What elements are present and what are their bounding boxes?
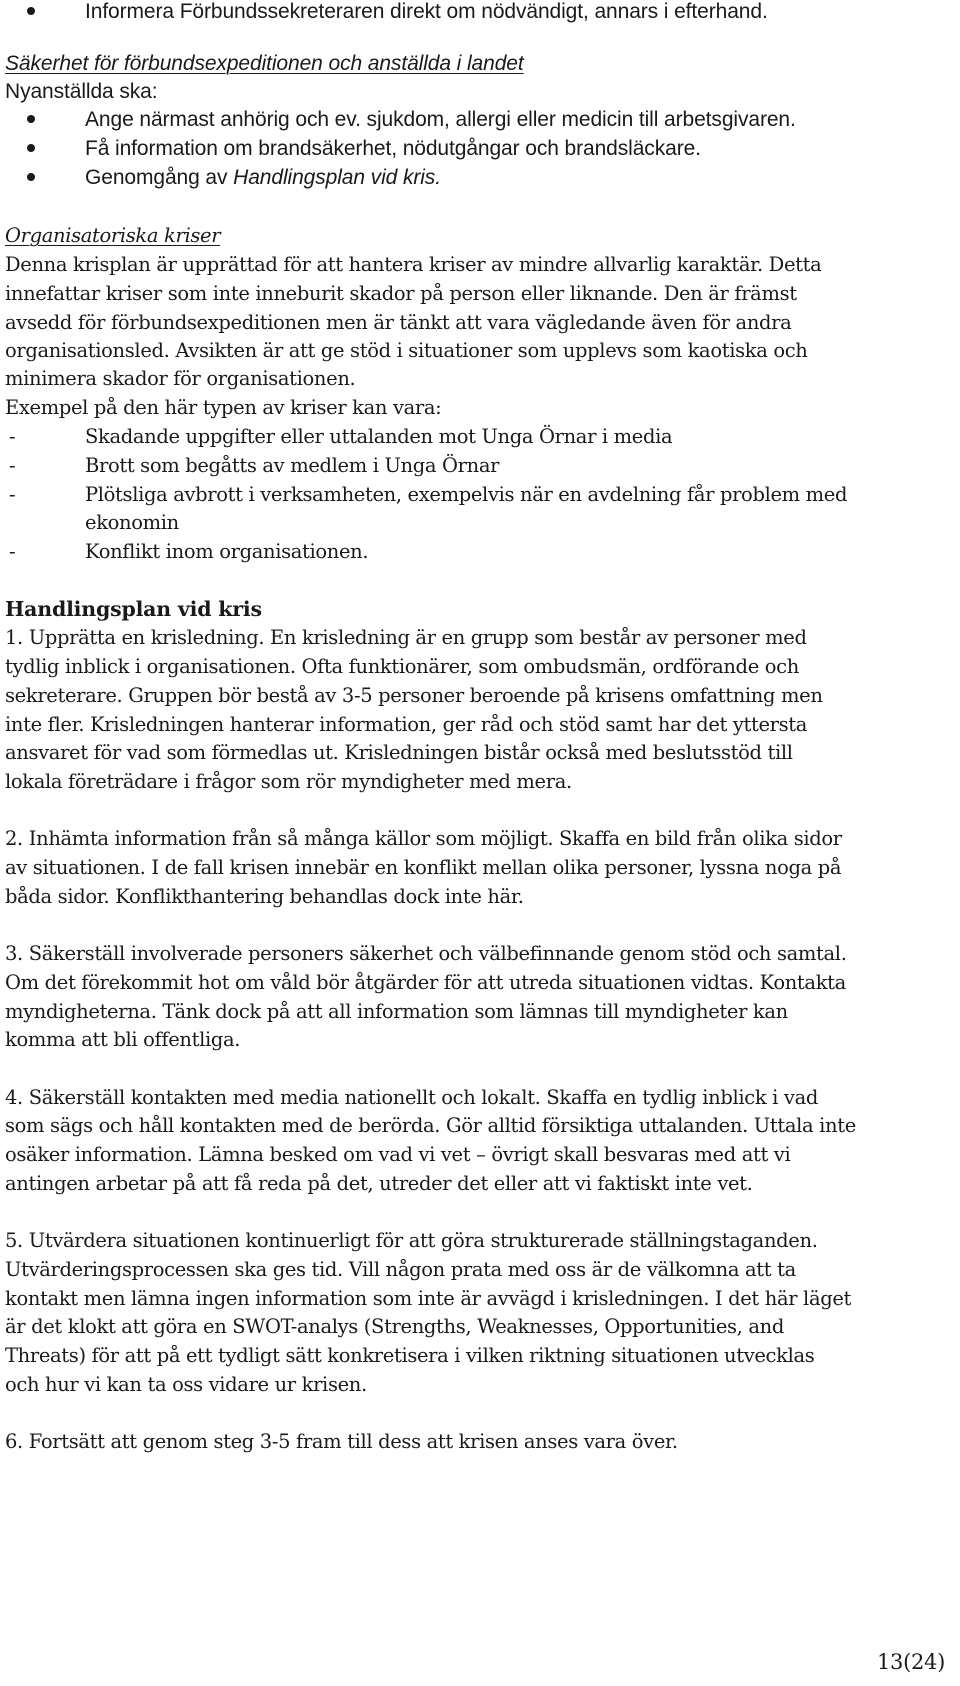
step-line: inte fler. Krisledningen hanterar information, ger råd och stöd samt har det yttersta bbox=[5, 713, 808, 736]
step-line: komma att bli offentliga. bbox=[5, 1028, 241, 1051]
section-heading-safety: Säkerhet för förbundsexpeditionen och anställda i landet bbox=[5, 52, 524, 75]
step-line: antingen arbetar på att få reda på det, utreder det eller att vi faktiskt inte vet. bbox=[5, 1172, 753, 1195]
list-item-text: Konflikt inom organisationen. bbox=[85, 540, 369, 563]
step-line: 4. Säkerställ kontakten med media nationellt och lokalt. Skaffa en tydlig inblick i vad bbox=[5, 1086, 818, 1109]
document-page bbox=[5, 0, 953, 1686]
page-number: 13(24) bbox=[876, 1650, 945, 1674]
step-line: båda sidor. Konflikthantering behandlas dock inte här. bbox=[5, 885, 524, 908]
list-item-text: Informera Förbundssekreteraren direkt om nödvändigt, annars i efterhand. bbox=[85, 0, 768, 23]
bullet-icon bbox=[27, 115, 35, 123]
paragraph-line: organisationsled. Avsikten är att ge stöd i situationer som upplevs som kaotiska och bbox=[5, 339, 808, 362]
list-item-text: Ange närmast anhörig och ev. sjukdom, allergi eller medicin till arbetsgivaren. bbox=[85, 108, 796, 131]
section-heading-org: Organisatoriska kriser bbox=[5, 224, 221, 247]
list-item-text bbox=[85, 166, 441, 190]
step-line: och hur vi kan ta oss vidare ur krisen. bbox=[5, 1373, 367, 1396]
step-line: av situationen. I de fall krisen innebär en konflikt mellan olika personer, lyssna noga på bbox=[5, 856, 842, 879]
bullet-icon bbox=[27, 7, 35, 15]
step-line: osäker information. Lämna besked om vad vi vet – övrigt skall besvaras med att vi bbox=[5, 1143, 791, 1166]
step-line: tydlig inblick i organisationen. Ofta funktionärer, som ombudsmän, ordförande och bbox=[5, 655, 799, 678]
step-line: myndigheterna. Tänk dock på att all information som lämnas till myndigheter kan bbox=[5, 1000, 788, 1023]
paragraph-line: Exempel på den här typen av kriser kan vara: bbox=[5, 396, 442, 419]
dash-marker: - bbox=[9, 483, 16, 506]
step-line: 1. Upprätta en krisledning. En krisledning är en grupp som består av personer med bbox=[5, 626, 807, 649]
paragraph-line: avsedd för förbundsexpeditionen men är tänkt att vara vägledande även för andra bbox=[5, 311, 792, 334]
step-line: lokala företrädare i frågor som rör myndigheter med mera. bbox=[5, 770, 572, 793]
step-line: är det klokt att göra en SWOT-analys (Strengths, Weaknesses, Opportunities, and bbox=[5, 1315, 784, 1338]
step-line: ansvaret för vad som förmedlas ut. Krisledningen bistår också med beslutsstöd till bbox=[5, 741, 793, 764]
paragraph-line: Denna krisplan är upprättad för att hantera kriser av mindre allvarlig karaktär. Detta bbox=[5, 253, 822, 276]
step-line: 2. Inhämta information från så många källor som möjligt. Skaffa en bild från olika sidor bbox=[5, 827, 842, 850]
list-item-text: Skadande uppgifter eller uttalanden mot Unga Örnar i media bbox=[85, 425, 673, 448]
step-line: Om det förekommit hot om våld bör åtgärder för att utreda situationen vidtas. Kontakta bbox=[5, 971, 846, 994]
paragraph-line: minimera skador för organisationen. bbox=[5, 367, 356, 390]
dash-marker: - bbox=[9, 425, 16, 448]
list-item-text: ekonomin bbox=[85, 511, 179, 534]
list-item-text-italic: Handlingsplan vid kris. bbox=[233, 166, 441, 189]
step-line: 6. Fortsätt att genom steg 3-5 fram till dess att krisen anses vara över. bbox=[5, 1430, 678, 1453]
list-item-text: Få information om brandsäkerhet, nödutgångar och brandsläckare. bbox=[85, 137, 701, 160]
list-item-text-prefix: Genomgång av bbox=[85, 166, 234, 189]
step-line: 5. Utvärdera situationen kontinuerligt för att göra strukturerade ställningstaganden. bbox=[5, 1229, 818, 1252]
bullet-icon bbox=[27, 173, 35, 181]
section-heading-plan: Handlingsplan vid kris bbox=[5, 597, 262, 621]
step-line: 3. Säkerställ involverade personers säkerhet och välbefinnande genom stöd och samtal. bbox=[5, 942, 847, 965]
safety-intro: Nyanställda ska: bbox=[5, 80, 158, 103]
paragraph-line: innefattar kriser som inte inneburit skador på person eller liknande. Den är främst bbox=[5, 282, 797, 305]
step-line: kontakt men lämna ingen information som inte är avvägd i krisledningen. I det här läget bbox=[5, 1287, 852, 1310]
dash-marker: - bbox=[9, 540, 16, 563]
step-line: sekreterare. Gruppen bör bestå av 3-5 personer beroende på krisens omfattning men bbox=[5, 684, 823, 707]
step-line: Threats) för att på ett tydligt sätt konkretisera i vilken riktning situationen utvecklas bbox=[5, 1344, 815, 1367]
dash-marker: - bbox=[9, 454, 16, 477]
step-line: som sägs och håll kontakten med de berörda. Gör alltid försiktiga uttalanden. Uttala inte bbox=[5, 1114, 856, 1137]
step-line: Utvärderingsprocessen ska ges tid. Vill någon prata med oss är de välkomna att ta bbox=[5, 1258, 796, 1281]
bullet-icon bbox=[27, 144, 35, 152]
list-item-text: Plötsliga avbrott i verksamheten, exempelvis när en avdelning får problem med bbox=[85, 483, 848, 506]
list-item-text: Brott som begåtts av medlem i Unga Örnar bbox=[85, 454, 500, 477]
